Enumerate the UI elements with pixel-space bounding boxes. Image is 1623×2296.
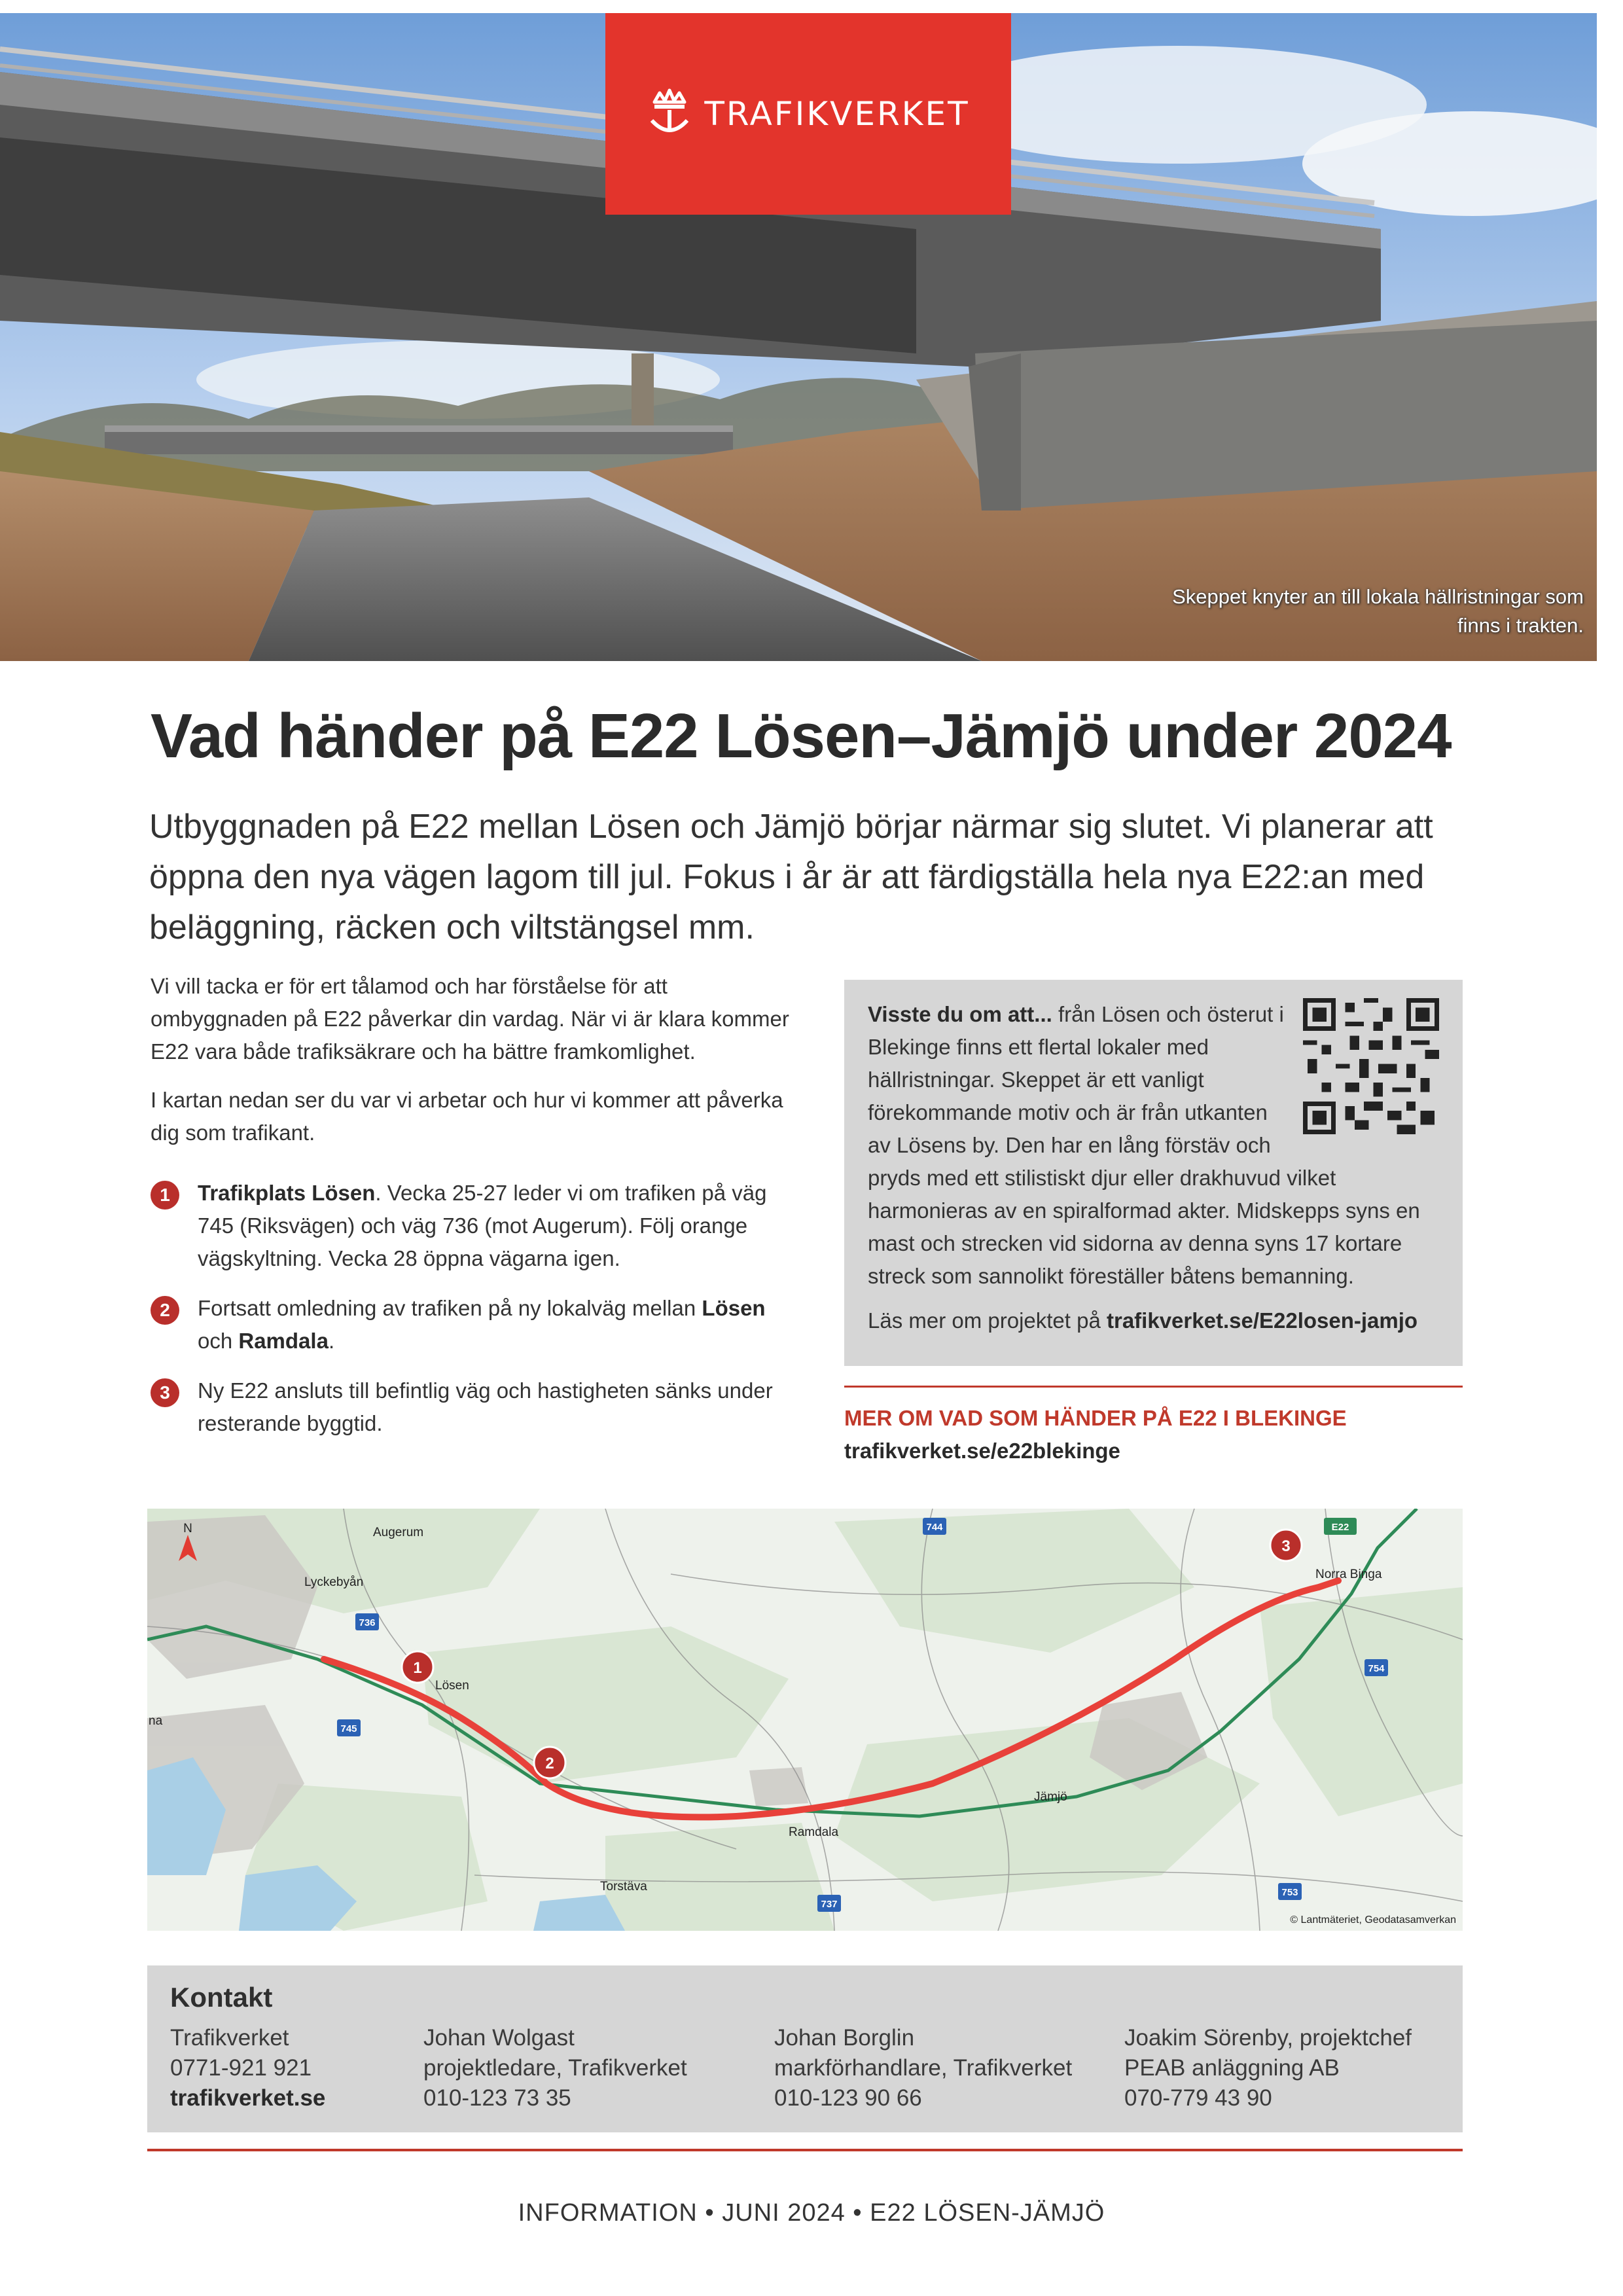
svg-text:N: N <box>183 1522 192 1535</box>
contact-title: Kontakt <box>170 1982 273 2013</box>
contact-role: markförhandlare, Trafikverket <box>774 2055 1073 2081</box>
contact-phone: 0771-921 921 <box>170 2055 312 2081</box>
crown-icon <box>647 88 692 140</box>
road-shield-label: 754 <box>1368 1663 1385 1674</box>
lead-paragraph: Utbyggnaden på E22 mellan Lösen och Jämjö börjar närmar sig slutet. Vi planerar att öppna den nya vägen lagom till jul. Fokus i år är att färdigställa hela nya E22:an med beläggning, räcken och viltstängsel mm. <box>149 808 1433 946</box>
road-shield-label: 753 <box>1281 1887 1298 1898</box>
fact-box-text: från Lösen och österut i Blekinge finns ett flertal lokaler med hällristningar. Skeppet är ett vanligt förekommande motiv och är från utkanten av Lösens by. Den har en lång förstäv och pryds med ett stilistiskt djur eller drakhuvud vilket harmonieras av en spiralformad akter. Midskepps syns en mast och strecken vid sidorna av denna syns 17 kortare streck som sannolikt föreställer båtens bemanning. <box>868 1002 1420 1288</box>
fact-box-more <box>868 1304 1439 1337</box>
place-label: Lyckebyån <box>304 1575 364 1589</box>
step-heading: Trafikplats Lösen <box>198 1181 376 1205</box>
project-link[interactable]: trafikverket.se/E22losen-jamjo <box>1107 1308 1418 1333</box>
map-marker-number: 3 <box>1281 1537 1291 1555</box>
contact-name: Johan Borglin <box>774 2025 915 2051</box>
intro-column <box>151 970 805 1457</box>
contact-name: Johan Wolgast <box>423 2025 575 2051</box>
road-shield-label: 736 <box>359 1617 376 1628</box>
step-number: 1 <box>151 1181 179 1210</box>
route-map <box>147 1509 1463 1931</box>
divider <box>844 1386 1463 1388</box>
contact-org <box>170 2023 325 2113</box>
step-text: och <box>198 1329 239 1353</box>
step-item <box>151 1374 805 1440</box>
step-text: . <box>328 1329 335 1353</box>
road-shield-label: E22 <box>1331 1522 1349 1533</box>
step-text: Fortsatt omledning av trafiken på ny lokalväg mellan <box>198 1296 702 1320</box>
place-label: Norra Binga <box>1315 1568 1382 1581</box>
page-footer: INFORMATION • JUNI 2024 • E22 LÖSEN-JÄMJÖ <box>518 2199 1105 2227</box>
step-text: Ny E22 ansluts till befintlig väg och hastigheten sänks under resterande byggtid. <box>198 1378 773 1435</box>
step-text: . Vecka 25-27 leder vi om trafiken på väg 745 (Riksvägen) och väg 736 (mot Augerum). Följ orange vägskyltning. Vecka 28 öppna vägarna igen. <box>198 1181 767 1270</box>
fact-box-more-text: Läs mer om projektet på <box>868 1308 1107 1333</box>
step-item <box>151 1177 805 1275</box>
brand-name: TRAFIKVERKET <box>704 95 970 133</box>
step-place: Lösen <box>702 1296 766 1320</box>
place-label: Augerum <box>373 1526 424 1539</box>
place-label: Torstäva <box>600 1880 647 1893</box>
contact-web-link[interactable]: trafikverket.se <box>170 2085 326 2111</box>
contact-name: Joakim Sörenby, projektchef <box>1124 2025 1412 2051</box>
contact-phone: 010-123 73 35 <box>423 2085 571 2111</box>
fact-box <box>844 980 1463 1366</box>
map-credit: © Lantmäteriet, Geodatasamverkan <box>1290 1914 1456 1926</box>
divider <box>147 2149 1463 2151</box>
contact-phone: 010-123 90 66 <box>774 2085 922 2111</box>
map-marker-number: 2 <box>545 1755 554 1772</box>
contact-role: PEAB anläggning AB <box>1124 2055 1340 2081</box>
contact-person <box>774 2023 1072 2113</box>
contact-box <box>147 1965 1463 2132</box>
intro-paragraph: Vi vill tacka er för ert tålamod och har förståelse för att ombyggnaden på E22 påverkar din vardag. När vi är klara kommer E22 vara både trafiksäkrare och ha bättre framkomlighet. <box>151 974 789 1064</box>
place-label: Ramdala <box>789 1825 839 1839</box>
road-shield-label: 745 <box>340 1723 357 1734</box>
place-label: na <box>149 1714 163 1728</box>
trafikverket-logo <box>605 13 1011 215</box>
map-marker-number: 1 <box>413 1659 422 1677</box>
step-place: Ramdala <box>238 1329 329 1353</box>
photo-caption: Skeppet knyter an till lokala hällristningar som finns i trakten. <box>1172 585 1584 637</box>
contact-phone: 070-779 43 90 <box>1124 2085 1272 2111</box>
step-number: 2 <box>151 1296 179 1325</box>
page-title: Vad händer på E22 Lösen–Jämjö under 2024 <box>151 701 1452 771</box>
intro-paragraph: I kartan nedan ser du var vi arbetar och hur vi kommer att påverka dig som trafikant. <box>151 1088 783 1145</box>
road-shield-label: 737 <box>821 1899 838 1910</box>
step-item <box>151 1292 805 1357</box>
place-label: Lösen <box>435 1679 469 1693</box>
road-shield-label: 744 <box>926 1522 943 1533</box>
step-number: 3 <box>151 1378 179 1407</box>
place-label: Jämjö <box>1034 1790 1067 1804</box>
contact-role: projektledare, Trafikverket <box>423 2055 687 2081</box>
contact-person <box>423 2023 687 2113</box>
more-heading: MER OM VAD SOM HÄNDER PÅ E22 I BLEKINGE <box>844 1406 1347 1430</box>
qr-code-icon[interactable] <box>1303 998 1439 1134</box>
contact-person <box>1124 2023 1412 2113</box>
more-link[interactable]: trafikverket.se/e22blekinge <box>844 1439 1120 1463</box>
contact-name: Trafikverket <box>170 2025 289 2051</box>
fact-box-heading: Visste du om att... <box>868 1002 1052 1026</box>
